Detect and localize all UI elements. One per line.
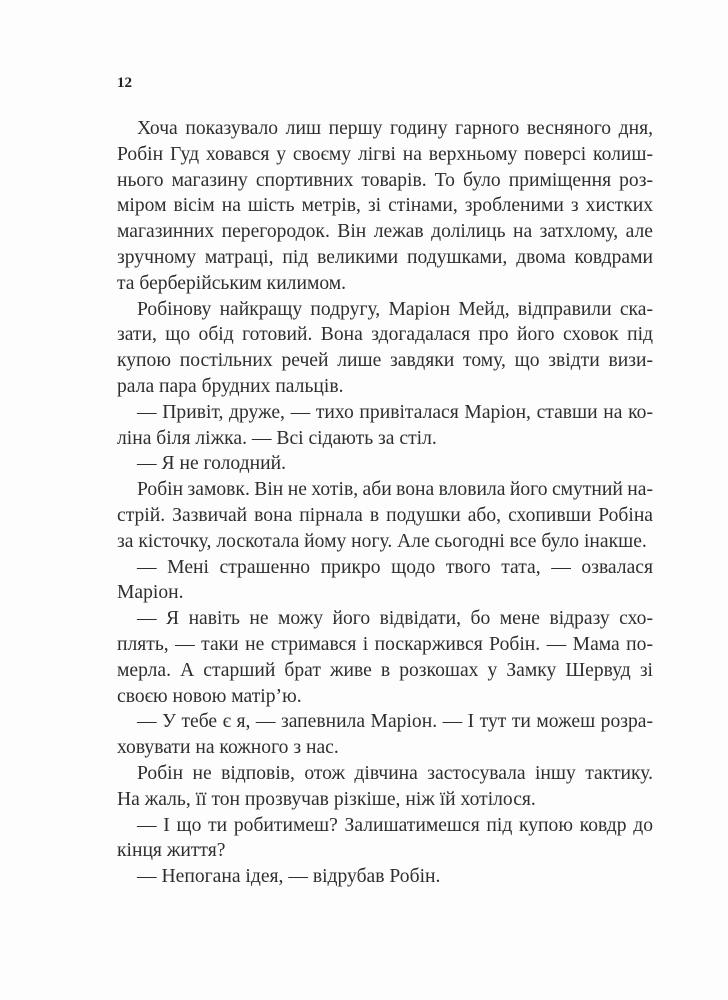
paragraph (117, 606, 653, 709)
paragraph (117, 761, 653, 813)
text-line: Хоча показувало лиш першу годину гарного весняного дня, (137, 118, 653, 139)
text-line: ліна біля ліжка. — Всі сідають за стіл. (117, 427, 437, 449)
text-line: На жаль, її тон прозвучав різкіше, ніж їй хотілося. (117, 788, 536, 810)
text-line: міром вісім на шість метрів, зі стінами, зробленими з хистких (117, 195, 653, 217)
paragraph (117, 813, 653, 865)
paragraph (117, 297, 653, 400)
text-line: Робін Гуд ховався у своєму лігві на верхньому поверсі колиш- (117, 143, 653, 165)
text-line: — У тебе є я, — запевнила Маріон. — І тут ти можеш розра- (137, 711, 653, 733)
text-line: рала пара брудних пальців. (117, 375, 344, 397)
text-line: зати, що обід готовий. Вона здогадалася про його сховок під (117, 324, 653, 346)
text-line: — І що ти робитимеш? Залишатимешся під купою ковдр до (137, 814, 653, 836)
text-line: — Привіт, друже, — тихо привіталася Маріон, ставши на ко- (137, 401, 653, 423)
text-line: — Непогана ідея, — відрубав Робін. (137, 866, 441, 888)
text-line: Робінову найкращу подругу, Маріон Мейд, відправили ска- (137, 298, 653, 320)
text-line: — Мені страшенно прикро щодо твого тата, — озвалася (137, 556, 653, 578)
body-text (117, 116, 653, 890)
paragraph (117, 477, 653, 554)
text-line: зручному матраці, під великими подушками, двома ковдрами (117, 246, 653, 268)
text-line: — Я не голодний. (137, 453, 286, 475)
paragraph (117, 116, 653, 297)
text-line: Робін замовк. Він не хотів, аби вона вловила його смутний на- (137, 479, 653, 501)
text-line: магазинних перегородок. Він лежав долілиць на затхлому, але (117, 221, 653, 243)
text-line: та берберійським килимом. (117, 272, 347, 294)
page-number: 12 (117, 75, 132, 91)
text-line: Робін не відповів, отож дівчина застосувала іншу тактику. (137, 762, 653, 784)
text-line: стрій. Зазвичай вона пірнала в подушки або, схопивши Робіна (117, 504, 653, 526)
text-line: Маріон. (117, 582, 184, 604)
paragraph (117, 400, 653, 452)
text-line: своєю новою матір’ю. (117, 685, 302, 707)
text-line: за кісточку, лоскотала йому ногу. Але сьогодні все було інакше. (117, 530, 647, 552)
paragraph (117, 864, 653, 890)
text-line: купою постільних речей лише завдяки тому, що звідти визи- (117, 350, 653, 372)
paragraph (117, 709, 653, 761)
paragraph (117, 555, 653, 607)
text-line: кінця життя? (117, 840, 226, 862)
text-line: — Я навіть не можу його відвідати, бо мене відразу схо- (137, 608, 653, 630)
text-line: мерла. А старший брат живе в розкошах у Замку Шервуд зі (117, 659, 653, 681)
text-line: плять, — таки не стримався і поскаржився Робін. — Мама по- (117, 633, 653, 655)
text-line: ховувати на кожного з нас. (117, 737, 339, 759)
text-line: нього магазину спортивних товарів. То було приміщення роз- (117, 169, 653, 191)
paragraph (117, 451, 653, 477)
